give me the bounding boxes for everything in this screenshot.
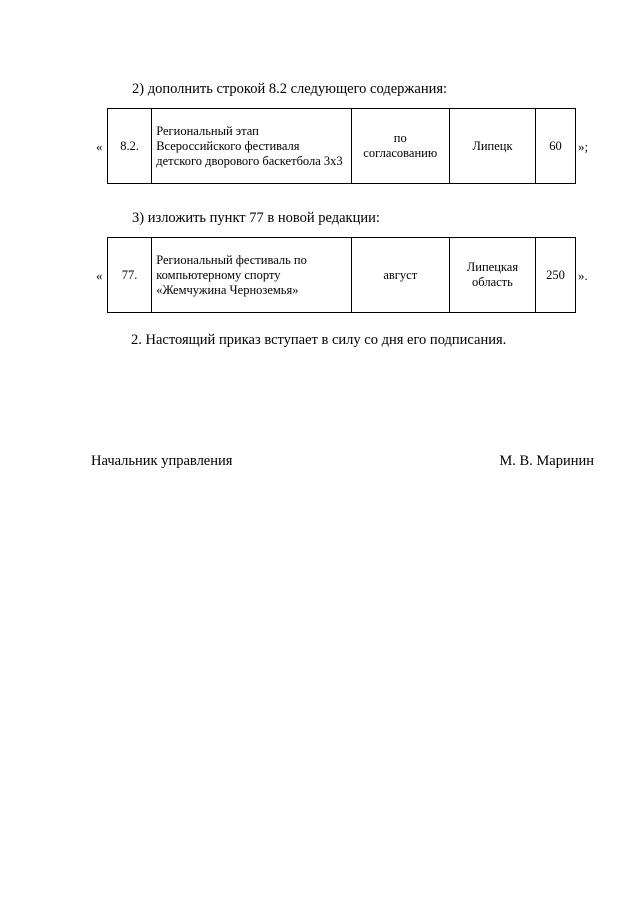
table-row-8-2	[107, 108, 576, 184]
cell-place: Липецкая область	[449, 238, 535, 313]
cell-event-name: Региональный этап Всероссийского фестиваля детского дворового баскетбола 3х3	[152, 109, 351, 184]
signature-position: Начальник управления	[91, 453, 233, 469]
open-quote-1: «	[96, 139, 103, 154]
cell-participants: 60	[536, 109, 576, 184]
paragraph-effective: 2. Настоящий приказ вступает в силу со дня его подписания.	[131, 332, 507, 348]
cell-date: август	[351, 238, 449, 313]
cell-participants: 250	[536, 238, 576, 313]
close-quote-2: ».	[578, 268, 588, 283]
paragraph-add-row: 2) дополнить строкой 8.2 следующего содержания:	[132, 81, 448, 97]
paragraph-edit-item: 3) изложить пункт 77 в новой редакции:	[132, 210, 380, 226]
signature-name: М. В. Маринин	[499, 453, 594, 469]
cell-number: 77.	[108, 238, 152, 313]
cell-place: Липецк	[449, 109, 535, 184]
cell-date: по согласованию	[351, 109, 449, 184]
cell-event-name: Региональный фестиваль по компьютерному спорту «Жемчужина Черноземья»	[152, 238, 351, 313]
table-row-77	[107, 237, 576, 313]
cell-number: 8.2.	[108, 109, 152, 184]
close-quote-1: »;	[578, 139, 589, 154]
open-quote-2: «	[96, 268, 103, 283]
